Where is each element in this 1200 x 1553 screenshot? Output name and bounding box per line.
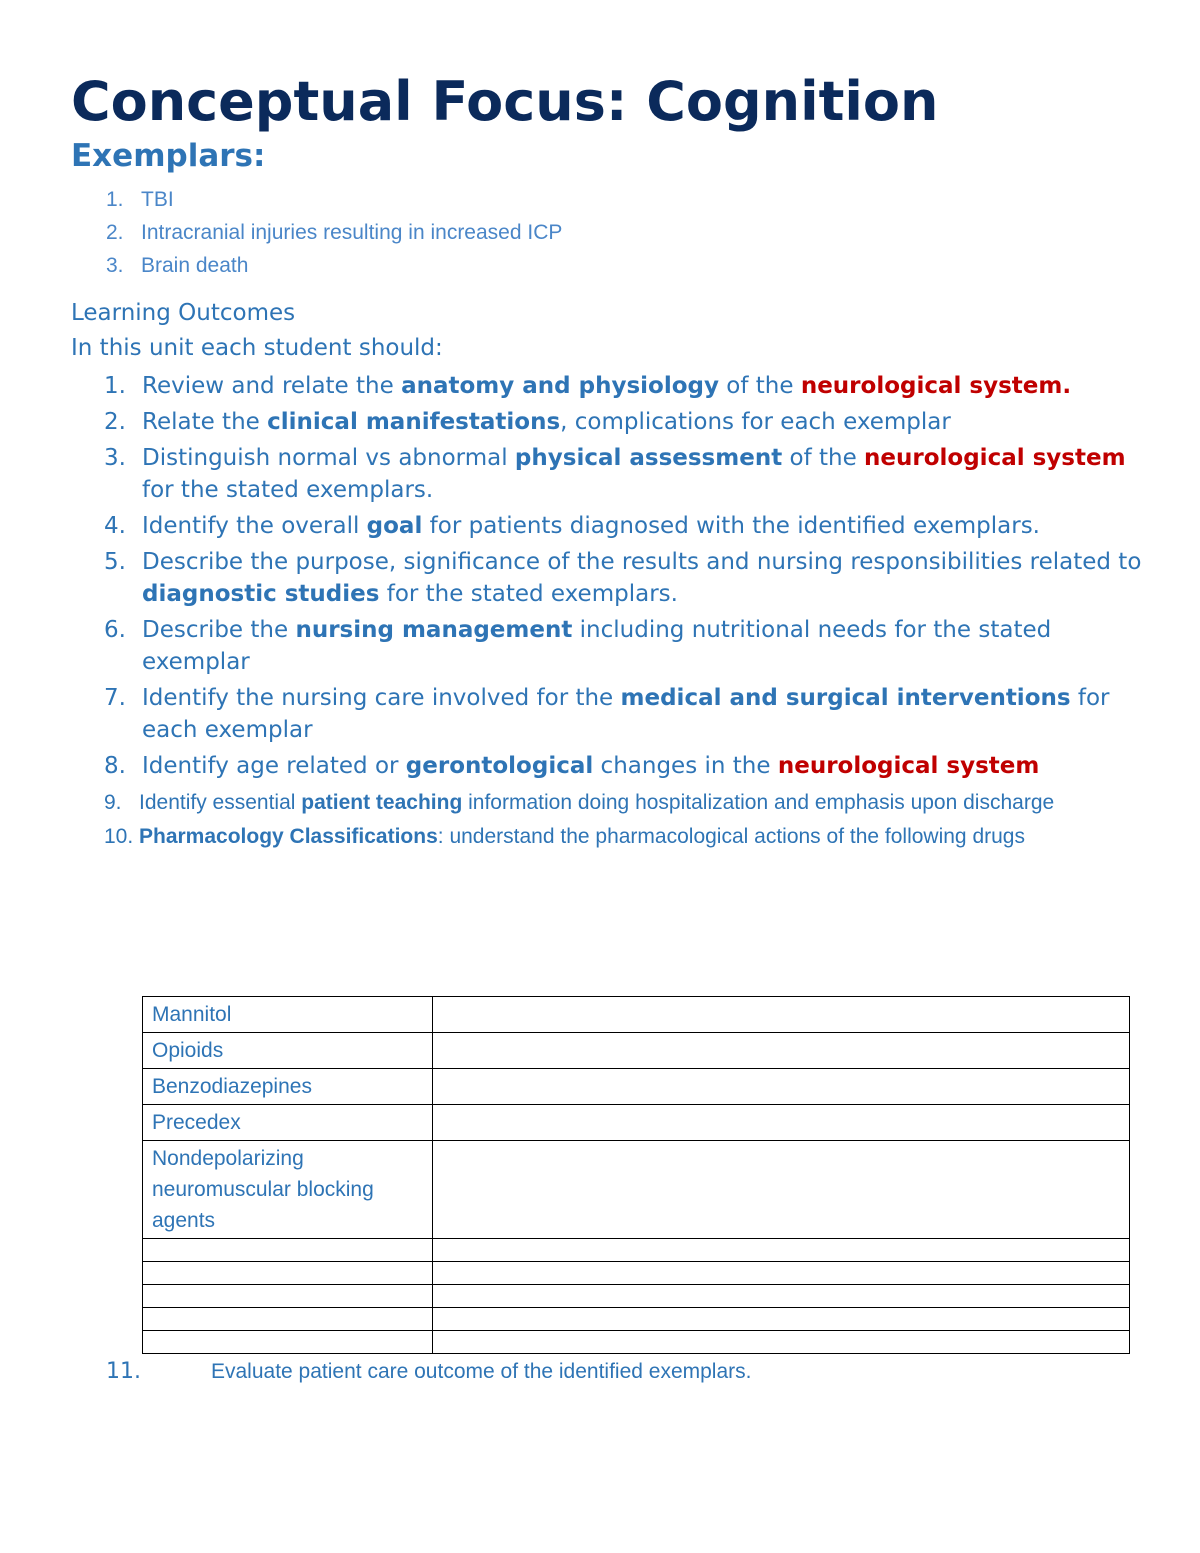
list-item: 1. TBI [106,188,174,211]
table-row-empty [143,1285,1130,1308]
empty-cell[interactable] [143,1308,433,1331]
drug-action-cell[interactable] [433,1141,1130,1239]
objectives-list [104,370,1164,854]
table-row [143,1105,1130,1141]
exemplars-list [106,188,562,287]
objective-8: 8. Identify age related or gerontological changes in the neurological system [104,753,1040,779]
drug-table [142,996,1130,1354]
drug-name-cell: Mannitol [143,997,433,1033]
page-title: Conceptual Focus: Cognition [71,70,939,133]
objective-4: 4. Identify the overall goal for patients diagnosed with the identified exemplars. [104,513,1040,539]
empty-cell[interactable] [433,1285,1130,1308]
empty-cell[interactable] [143,1331,433,1354]
table-row-empty [143,1331,1130,1354]
table-row-empty [143,1308,1130,1331]
empty-cell[interactable] [433,1239,1130,1262]
drug-action-cell[interactable] [433,1105,1130,1141]
objective-10: 10. Pharmacology Classifications: understand the pharmacological actions of the following drugs [104,825,1025,848]
drug-name-cell: Nondepolarizing neuromuscular blocking agents [143,1141,433,1239]
objective-7: 7. Identify the nursing care involved for the medical and surgical interventions for each exemplar [104,685,1110,743]
drug-action-cell[interactable] [433,997,1130,1033]
list-item: 3. Brain death [106,254,249,277]
drug-action-cell[interactable] [433,1069,1130,1105]
table-row [143,1069,1130,1105]
objective-5: 5. Describe the purpose, significance of the results and nursing responsibilities related to diagnostic studies for the stated exemplars. [104,549,1142,607]
objective-2: 2. Relate the clinical manifestations, complications for each exemplar [104,409,951,435]
table-row [143,1141,1130,1239]
drug-name-cell: Opioids [143,1033,433,1069]
empty-cell[interactable] [433,1331,1130,1354]
objective-9: 9. Identify essential patient teaching information doing hospitalization and emphasis upon discharge [104,791,1055,814]
empty-cell[interactable] [143,1239,433,1262]
empty-cell[interactable] [143,1262,433,1285]
drug-name-cell: Precedex [143,1105,433,1141]
objective-11: 11. Evaluate patient care outcome of the identified exemplars. [106,1359,752,1384]
table-row [143,997,1130,1033]
objective-3: 3. Distinguish normal vs abnormal physical assessment of the neurological system for the stated exemplars. [104,445,1126,503]
empty-cell[interactable] [433,1308,1130,1331]
drug-action-cell[interactable] [433,1033,1130,1069]
drug-name-cell: Benzodiazepines [143,1069,433,1105]
objective-6: 6. Describe the nursing management including nutritional needs for the stated exemplar [104,617,1052,675]
table-row [143,1033,1130,1069]
learning-outcomes-intro: In this unit each student should: [71,335,443,361]
table-row-empty [143,1239,1130,1262]
empty-cell[interactable] [433,1262,1130,1285]
empty-cell[interactable] [143,1285,433,1308]
learning-outcomes-heading: Learning Outcomes [71,300,296,326]
list-item: 2. Intracranial injuries resulting in increased ICP [106,221,563,244]
exemplars-heading: Exemplars: [71,138,266,174]
objective-1: 1. Review and relate the anatomy and physiology of the neurological system. [104,373,1072,399]
table-row-empty [143,1262,1130,1285]
